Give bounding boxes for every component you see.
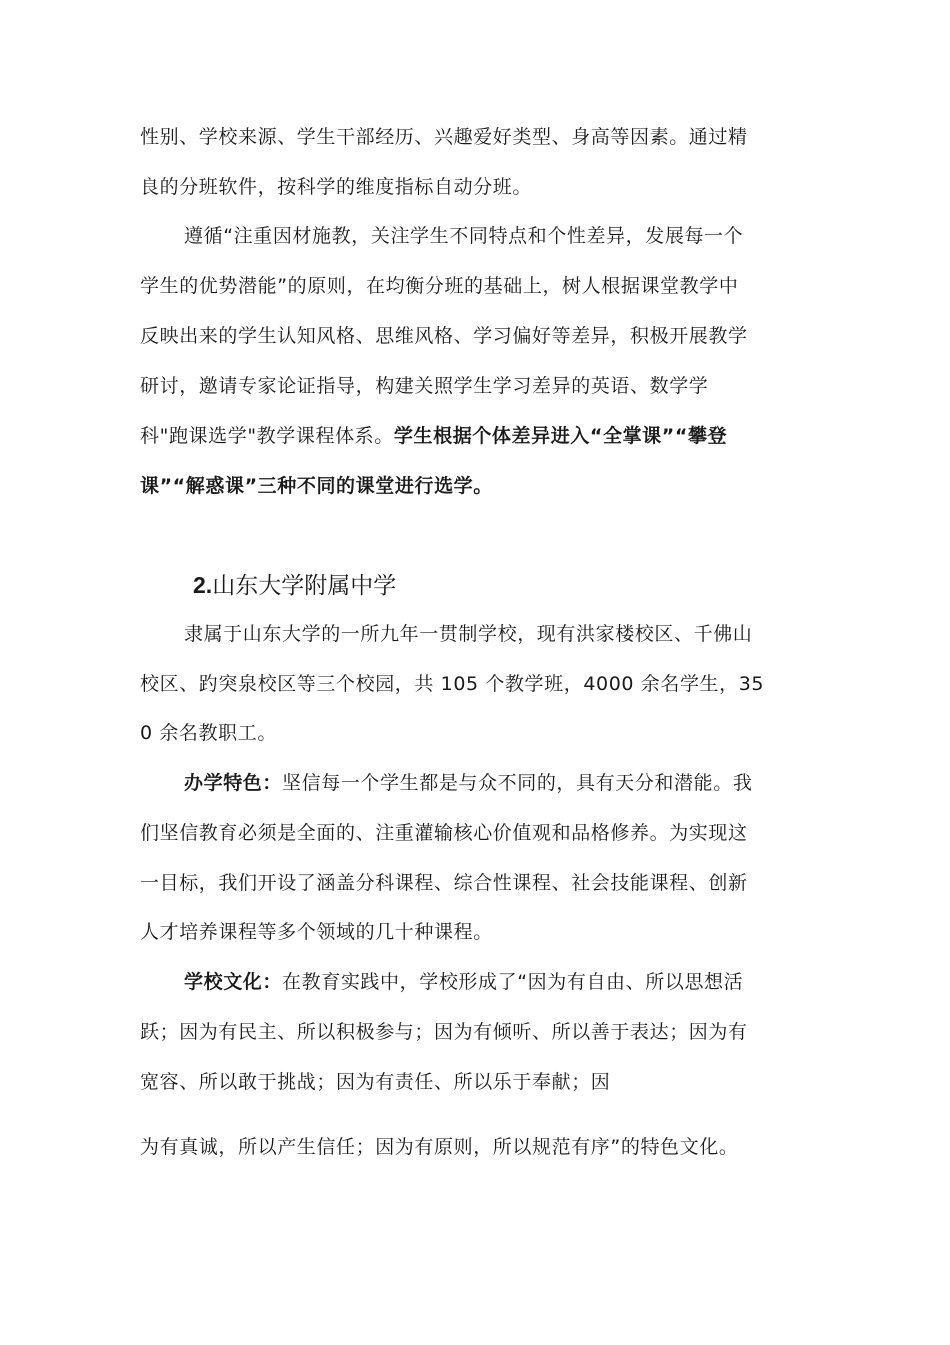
paragraph-5-line-4: 为有真诚，所以产生信任；因为有原则，所以规范有序”的特色文化。	[140, 1136, 739, 1158]
section-title: 山东大学附属中学	[212, 573, 397, 599]
paragraph-2-line-2: 学生的优势潜能”的原则，在均衡分班的基础上，树人根据课堂教学中	[140, 275, 739, 297]
paragraph-2-line-4: 研讨，邀请专家论证指导，构建关照学生学习差异的英语、数学学	[140, 375, 709, 397]
section-number: 2.	[193, 572, 213, 598]
paragraph-4-label: 办学特色：	[184, 772, 283, 794]
paragraph-5-line-2: 跃；因为有民主、所以积极参与；因为有倾听、所以善于表达；因为有	[140, 1021, 748, 1043]
paragraph-2-line-5-bold: 学生根据个体差异进入“全掌课”“攀登	[393, 425, 728, 447]
paragraph-4-line-4: 人才培养课程等多个领域的几十种课程。	[140, 921, 493, 943]
paragraph-2-line-5-normal: 科"跑课选学"教学课程体系。	[140, 425, 394, 447]
section-heading	[193, 570, 396, 601]
paragraph-2-line-6: 课”“解惑课”三种不同的课堂进行选学。	[140, 475, 493, 497]
paragraph-1-line-1: 性别、学校来源、学生干部经历、兴趣爱好类型、身高等因素。通过精	[140, 126, 748, 148]
paragraph-2-line-3: 反映出来的学生认知风格、思维风格、学习偏好等差异，积极开展教学	[140, 325, 748, 347]
paragraph-1-line-2: 良的分班软件，按科学的维度指标自动分班。	[140, 176, 533, 198]
paragraph-2-line-1: 遵循“注重因材施教，关注学生不同特点和个性差异，发展每一个	[184, 225, 744, 247]
paragraph-4-line-1	[184, 771, 810, 795]
paragraph-5-label: 学校文化：	[184, 971, 283, 993]
paragraph-5-line-1-text: 在教育实践中，学校形成了“因为有自由、所以思想活	[282, 971, 744, 993]
paragraph-4-line-1-text: 坚信每一个学生都是与众不同的，具有天分和潜能。我	[282, 772, 753, 794]
paragraph-3-line-2: 校区、趵突泉校区等三个校园，共 105 个教学班，4000 余名学生，35	[140, 673, 765, 695]
paragraph-5-line-3: 宽容、所以敢于挑战；因为有责任、所以乐于奉献；因	[140, 1071, 611, 1093]
paragraph-3-line-3: 0 余名教职工。	[140, 722, 277, 744]
paragraph-4-line-3: 一目标，我们开设了涵盖分科课程、综合性课程、社会技能课程、创新	[140, 872, 748, 894]
paragraph-2-line-5	[140, 424, 810, 448]
paragraph-4-line-2: 们坚信教育必须是全面的、注重灌输核心价值观和品格修养。为实现这	[140, 822, 748, 844]
paragraph-3-line-1: 隶属于山东大学的一所九年一贯制学校，现有洪家楼校区、千佛山	[184, 623, 753, 645]
paragraph-5-line-1	[184, 970, 810, 994]
